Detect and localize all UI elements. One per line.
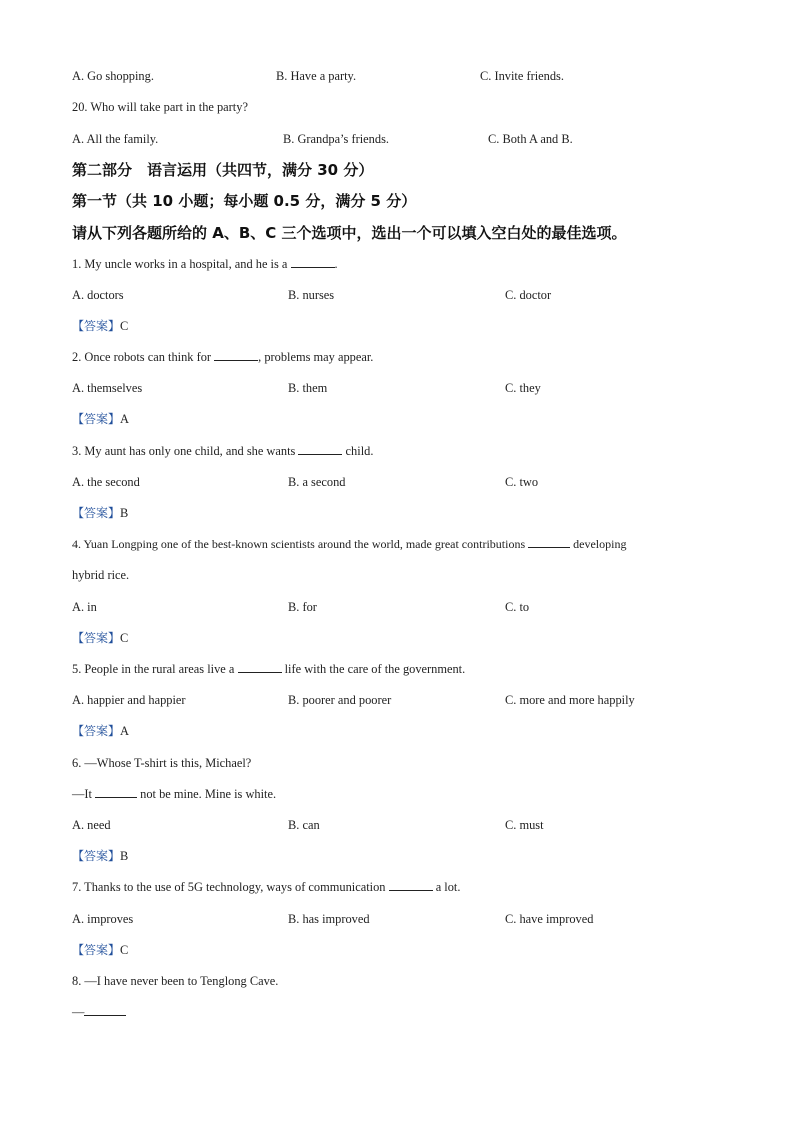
blank	[238, 661, 282, 673]
q5-answer: 【答案】A	[72, 724, 129, 738]
q5-option-c: C. more and more happily	[505, 693, 635, 707]
q6-option-a: A. need	[72, 818, 111, 832]
q4-stem: 4. Yuan Longping one of the best-known scientists around the world, made great contributions developing	[72, 537, 627, 551]
q6-option-b: B. can	[288, 818, 320, 832]
q20-option-c: C. Both A and B.	[488, 132, 573, 146]
q2-stem: 2. Once robots can think for , problems may appear.	[72, 350, 374, 364]
q19-option-c: C. Invite friends.	[480, 69, 564, 83]
q7-option-a: A. improves	[72, 912, 134, 926]
q3-option-a: A. the second	[72, 475, 140, 489]
blank	[291, 256, 335, 268]
q4-stem-line2: hybrid rice.	[72, 568, 130, 582]
blank	[214, 349, 258, 361]
q3-answer: 【答案】B	[72, 506, 129, 520]
q1-option-b: B. nurses	[288, 288, 335, 302]
q1-answer: 【答案】C	[72, 319, 129, 333]
q4-option-b: B. for	[288, 600, 317, 614]
q8-stem: 8. —I have never been to Tenglong Cave.	[72, 974, 279, 988]
q2-answer: 【答案】A	[72, 412, 129, 426]
blank	[528, 536, 570, 548]
q3-option-c: C. two	[505, 475, 539, 489]
q2-option-b: B. them	[288, 381, 328, 395]
q7-answer: 【答案】C	[72, 943, 129, 957]
blank	[298, 443, 342, 455]
q3-option-b: B. a second	[288, 475, 346, 489]
blank	[84, 1004, 126, 1016]
q7-stem: 7. Thanks to the use of 5G technology, ways of communication a lot.	[72, 880, 461, 894]
q6-option-c: C. must	[505, 818, 544, 832]
q20-stem: 20. Who will take part in the party?	[72, 100, 248, 114]
q4-option-a: A. in	[72, 600, 97, 614]
q1-option-a: A. doctors	[72, 288, 124, 302]
q4-answer: 【答案】C	[72, 631, 129, 645]
q19-option-b: B. Have a party.	[276, 69, 357, 83]
q20-option-a: A. All the family.	[72, 132, 159, 146]
q1-stem: 1. My uncle works in a hospital, and he is a .	[72, 257, 338, 271]
q6-stem: 6. —Whose T-shirt is this, Michael?	[72, 756, 252, 770]
q6-answer: 【答案】B	[72, 849, 129, 863]
q7-option-b: B. has improved	[288, 912, 370, 926]
blank	[389, 879, 433, 891]
q5-option-a: A. happier and happier	[72, 693, 186, 707]
q7-option-c: C. have improved	[505, 912, 594, 926]
q5-stem: 5. People in the rural areas live a life with the care of the government.	[72, 662, 466, 676]
q4-option-c: C. to	[505, 600, 530, 614]
blank	[95, 786, 137, 798]
q1-option-c: C. doctor	[505, 288, 552, 302]
section-heading: 第一节（共 10 小题；每小题 0.5 分，满分 5 分）	[72, 192, 417, 210]
q3-stem: 3. My aunt has only one child, and she wants child.	[72, 444, 374, 458]
q20-option-b: B. Grandpa’s friends.	[283, 132, 389, 146]
q5-option-b: B. poorer and poorer	[288, 693, 392, 707]
instruction-heading: 请从下列各题所给的 A、B、C 三个选项中，选出一个可以填入空白处的最佳选项。	[72, 224, 627, 242]
q2-option-c: C. they	[505, 381, 541, 395]
q19-option-a: A. Go shopping.	[72, 69, 154, 83]
part-heading: 第二部分 语言运用（共四节，满分 30 分）	[72, 161, 374, 179]
q2-option-a: A. themselves	[72, 381, 143, 395]
q8-stem-line2: —	[72, 1004, 126, 1020]
q6-stem-line2: —It not be mine. Mine is white.	[72, 787, 277, 801]
